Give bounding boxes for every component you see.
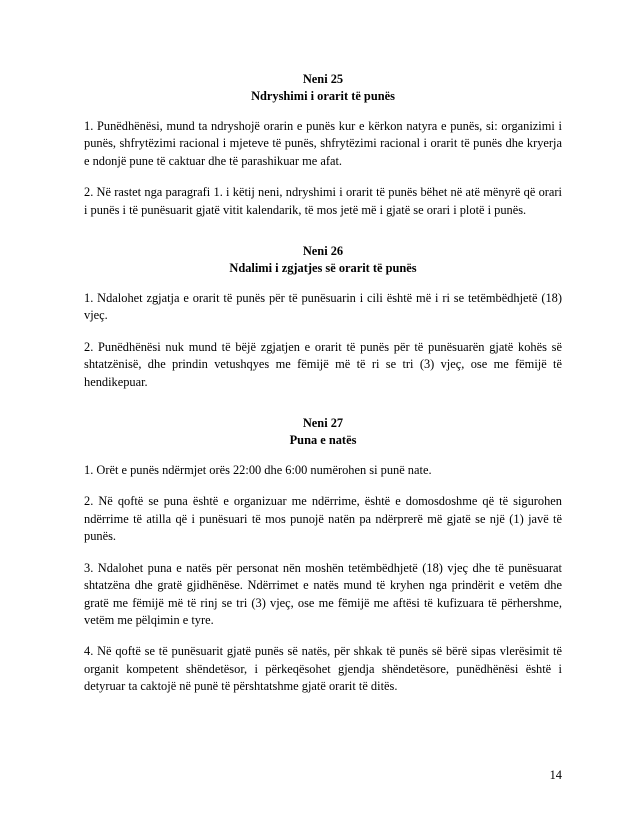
- article-title: Puna e natës: [289, 433, 357, 448]
- article-number: Neni 26: [302, 244, 344, 259]
- article-paragraph: 2. Në rastet nga paragrafi 1. i këtij neni, ndryshimi i orarit të punës bëhet në atë mënyrë që orari i punës i të punësuarit gjatë vitit kalendarik, të mos jetë më i gjatë se orari i plotë i punës.: [84, 185, 562, 217]
- article-27: [84, 415, 562, 695]
- article-paragraph: 1. Punëdhënësi, mund ta ndryshojë orarin e punës kur e kërkon natyra e punës, si: organizimi i punës, shfrytëzimi racional i mjeteve të punës, shfrytëzimi racional i orarit të punës dhe kryerja e ndonjë pune të caktuar dhe të parashikuar me afat.: [84, 119, 562, 168]
- page-number: 14: [549, 768, 562, 782]
- article-title: Ndryshimi i orarit të punës: [251, 89, 395, 103]
- article-paragraph: 4. Në qoftë se të punësuarit gjatë punës së natës, për shkak të punës së bërë sipas vlerësimit të organit kompetent shëndetësor, i përkeqësohet gjendja shëndetësore, punëdhënësi është i detyruar ta caktojë në punë të përshtatshme gjatë orarit të ditës.: [84, 644, 562, 694]
- article-paragraph: 1. Orët e punës ndërmjet orës 22:00 dhe 6:00 numërohen si punë nate.: [84, 463, 432, 478]
- article-paragraph: 3. Ndalohet puna e natës për personat nën moshën tetëmbëdhjetë (18) vjeç dhe të punësuarat shtatzëna dhe gratë gjidhënëse. Ndërrimet e natës mund të kryhen nga prindërit e vetëm dhe gratë me fëmijë më të rinj se tri (3) vjeç, ose me fëmijë me aftësi të kufizuara të përhershme, vetëm me pëlqimin e tyre.: [84, 560, 562, 627]
- article-number: Neni 27: [302, 416, 344, 431]
- article-number: Neni 25: [302, 72, 344, 86]
- page-content: [84, 71, 562, 696]
- article-paragraph: 2. Në qoftë se puna është e organizuar me ndërrime, është e domosdoshme që të sigurohen ndërrime të atilla që i punësuari të mos punojë natën pa ndërprerë më gjatë se një (1) javë të punës.: [84, 494, 562, 544]
- article-paragraph: 1. Ndalohet zgjatja e orarit të punës për të punësuarin i cili është më i ri se tetëmbëdhjetë (18) vjeç.: [84, 291, 562, 323]
- article-paragraph: 2. Punëdhënësi nuk mund të bëjë zgjatjen e orarit të punës për të punësuarën gjatë kohës së shtatzënisë, dhe prindin vetushqyes me fëmijë më të ri se tri (3) vjeç, ose me fëmijë të hendikepuar.: [84, 339, 562, 389]
- article-title: Ndalimi i zgjatjes së orarit të punës: [229, 261, 417, 276]
- article-25: [84, 71, 562, 219]
- article-26: [84, 243, 562, 391]
